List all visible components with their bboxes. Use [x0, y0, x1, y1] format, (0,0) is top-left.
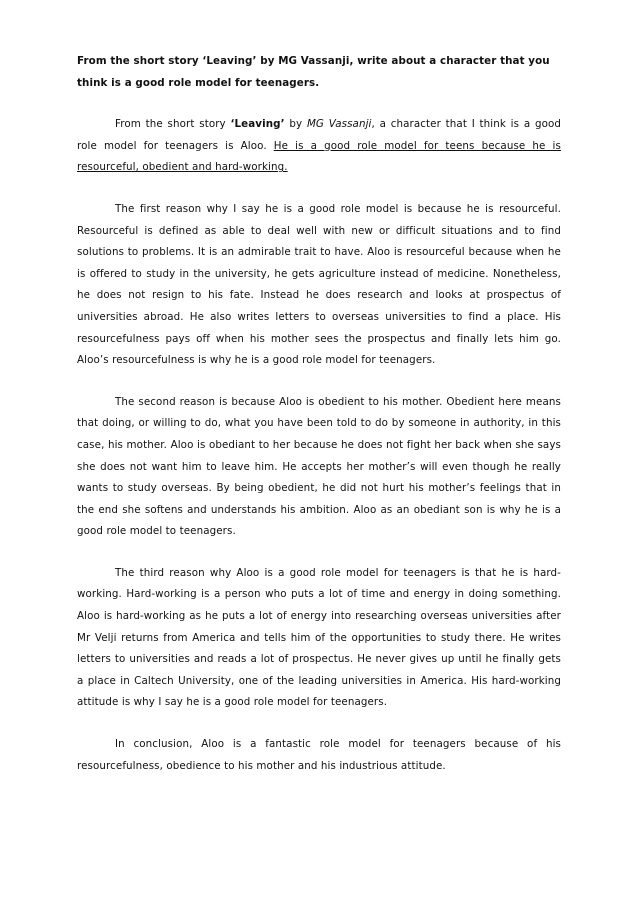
conclusion-paragraph: In conclusion, Aloo is a fantastic role model for teenagers because of his resourcefulness, obedience to his mother and his industrious attitude. — [77, 738, 561, 772]
body-paragraph-obedient: The second reason is because Aloo is obedient to his mother. Obedient here means that doing, or willing to do, what you have been told to do by someone in authority, in this case, his mother. Aloo is obediant to her because he does not fight her back when she says she does not want him to leave him. He accepts her mother’s will even though he really wants to study overseas. By being obedient, he did not hurt his mother’s feelings that in the end she softens and understands his ambition. Aloo as an obediant son is why he is a good role model to teenagers. — [77, 395, 561, 538]
essay-question: From the short story ‘Leaving’ by MG Vassanji, write about a character that you think is a good role model for teenagers. — [77, 55, 550, 89]
intro-text-1: From the short story — [115, 118, 231, 131]
body-paragraph-resourceful: The first reason why I say he is a good role model is because he is resourceful. Resourceful is defined as able to deal well with new or difficult situations and to find solutions to problems. It is an admirable trait to have. Aloo is resourceful because when he is offered to study in the university, he gets agriculture instead of medicine. Nonetheless, he does not resign to his fate. Instead he does research and looks at prospectus of universities abroad. He also writes letters to overseas universities to find a place. His resourcefulness pays off when his mother sees the prospectus and finally lets him go. Aloo’s resourcefulness is why he is a good role model for teenagers. — [77, 202, 561, 367]
story-title: ‘Leaving’ — [230, 118, 285, 131]
intro-text-3: , a character that I think is a good role model for teenagers is Aloo. — [77, 118, 562, 152]
body-paragraph-hard-working: The third reason why Aloo is a good role model for teenagers is that he is hard-working. Hard-working is a person who puts a lot of time and energy in doing something. Aloo is hard-working as he puts a lot of energy into researching overseas universities after Mr Velji returns from America and tells him of the opportunities to study there. He writes letters to universities and reads a lot of prospectus. He never gives up until he finally gets a place in Caltech University, one of the leading universities in America. His hard-working attitude is why I say he is a good role model for teenagers. — [77, 566, 561, 709]
intro-text-2: by — [284, 118, 307, 131]
intro-paragraph — [77, 114, 561, 179]
thesis-statement: He is a good role model for teens because he is resourceful, obedient and hard-working. — [77, 139, 561, 174]
author-name: MG Vassanji — [306, 118, 372, 131]
document-page — [77, 51, 561, 797]
